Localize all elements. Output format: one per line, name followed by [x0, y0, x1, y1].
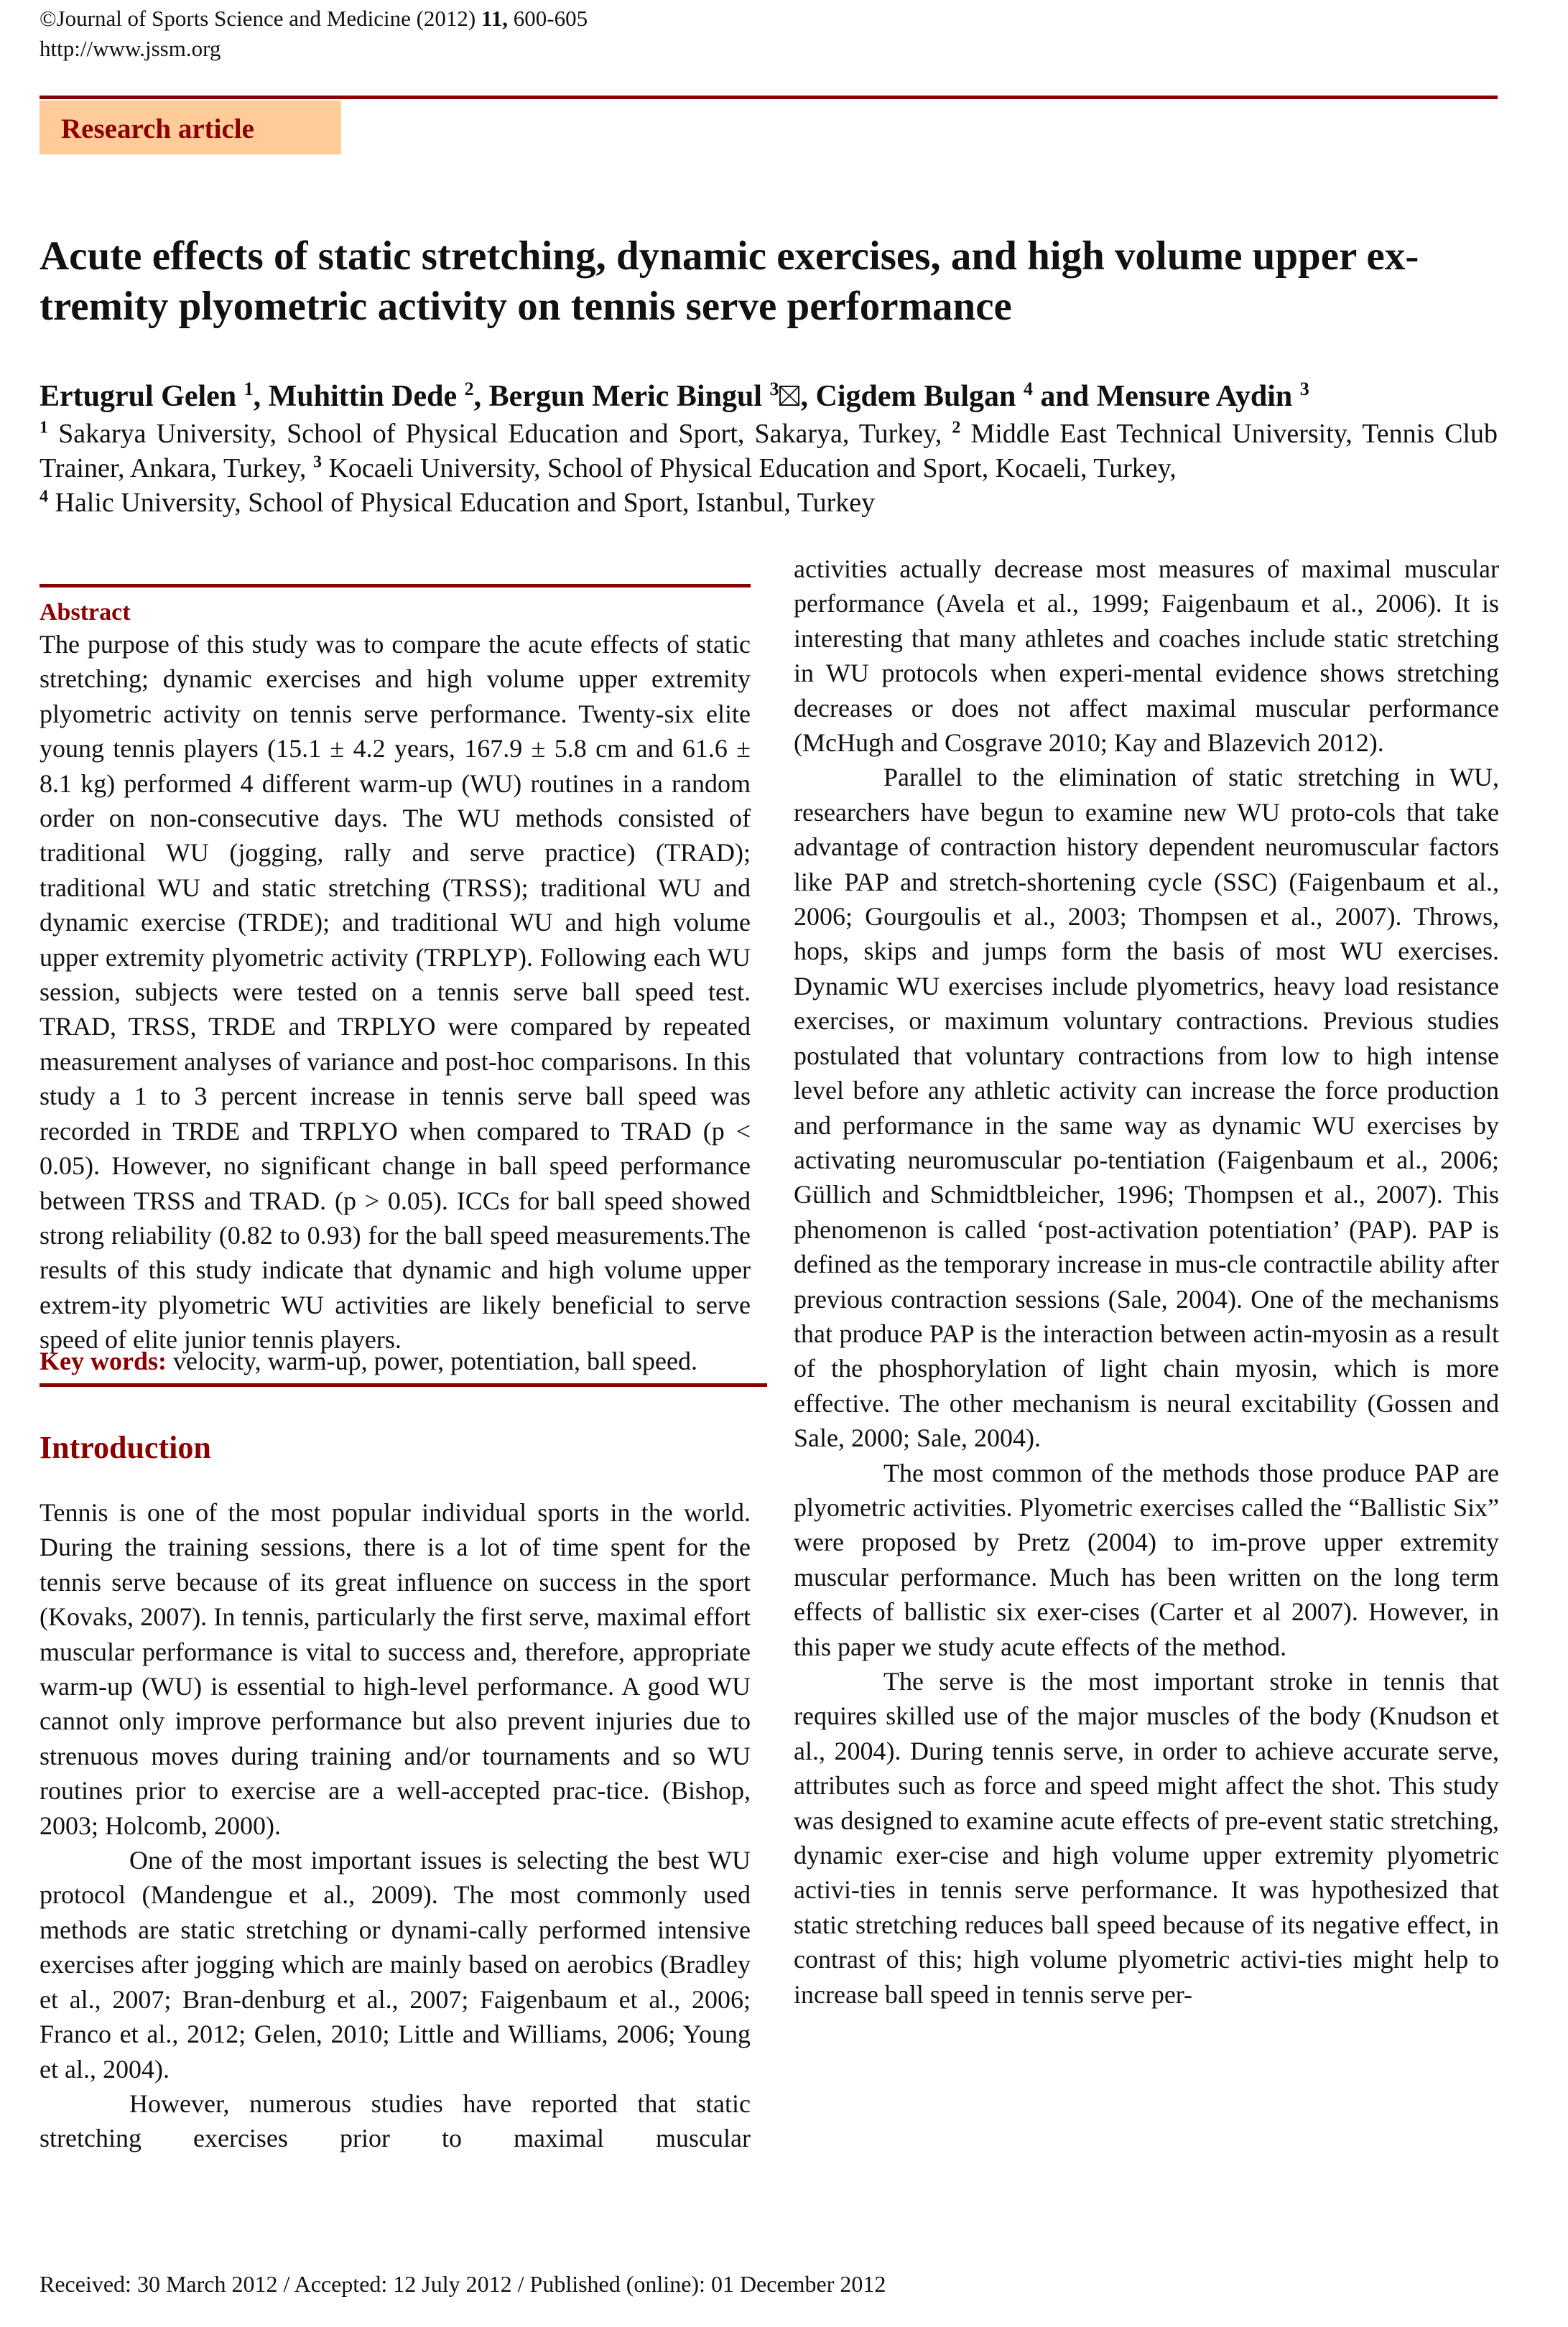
- journal-volume: 11,: [481, 6, 509, 31]
- paragraph: activities actually decrease most measures of maximal muscular performance (Avela et al., 1999; Faigenbaum et al., 2006). It is interesting that many athletes and coaches include static stretching in WU protocols when experi-mental evidence shows stretching decreases or does not affect maximal muscular performance (McHugh and Cosgrave 2010; Kay and Blazevich 2012).: [794, 554, 1499, 758]
- affiliation: Kocaeli University, School of Physical Education and Sport, Kocaeli, Turkey,: [321, 453, 1177, 483]
- author-affil-number: 3: [1299, 378, 1309, 399]
- author-name: Mensure Aydin: [1096, 380, 1293, 413]
- abstract-text: The purpose of this study was to compare the acute effects of static stretching; dynamic exercises and high volume upper extremity plyometric activity on tennis serve performance. Twenty-six elite young tennis players (15.1 ± 4.2 years, 167.9 ± 5.8 cm and 61.6 ± 8.1 kg) performed 4 different warm-up (WU) routines in a random order on non-consecutive days. The WU methods consisted of traditional WU (jogging, rally and serve practice) (TRAD); traditional WU and static stretching (TRSS); traditional WU and dynamic exercise (TRDE); and traditional WU and high volume upper extremity plyometric activity (TRPLYP). Following each WU session, subjects were tested on a tennis serve ball speed test. TRAD, TRSS, TRDE and TRPLYO were compared by repeated measurement analyses of variance and post-hoc comparisons. In this study a 1 to 3 percent increase in tennis serve ball speed was recorded in TRDE and TRPLYO when compared to TRAD (p < 0.05). However, no significant change in ball speed performance between TRSS and TRAD. (p > 0.05). ICCs for ball speed showed strong reliability (0.82 to 0.93) for the ball speed measurements.The results of this study indicate that dynamic and high volume upper extrem-ity plyometric WU activities are likely beneficial to serve speed of elite junior tennis players.: [40, 630, 751, 1355]
- keywords-label: Key words:: [40, 1347, 167, 1375]
- author-separator: ,: [800, 380, 816, 413]
- affiliation: Middle East Technical University, Tennis Club Trainer, Ankara, Turkey,: [40, 419, 1498, 483]
- introduction-left-column: [40, 1495, 751, 2156]
- author-affil-number: 3: [769, 378, 779, 399]
- affiliation: Halic University, School of Physical Education and Sport, Istanbul, Turkey: [48, 488, 876, 518]
- author-affil-number: 2: [464, 378, 474, 399]
- keywords-text: velocity, warm-up, power, potentiation, ball speed.: [166, 1347, 698, 1375]
- affil-number: 2: [952, 418, 961, 437]
- envelope-icon[interactable]: [779, 384, 800, 407]
- keywords: [40, 1345, 697, 1377]
- title-line: Acute effects of static stretching, dynamic exercises, and high volume upper ex-: [40, 233, 1419, 279]
- article-type-label: Research article: [61, 113, 254, 144]
- affil-number: 1: [40, 418, 48, 437]
- abstract-divider: [40, 584, 751, 587]
- paragraph: However, numerous studies have reported that static stretching exercises prior to maximal muscular: [40, 2089, 751, 2153]
- title-line: tremity plyometric activity on tennis serve performance: [40, 284, 1012, 329]
- header-divider: [40, 96, 1498, 99]
- paragraph: The serve is the most important stroke in tennis that requires skilled use of the major muscles of the body (Knudson et al., 2004). During tennis serve, in order to achieve accurate serve, attributes such as force and speed might affect the shot. This study was designed to examine acute effects of pre-event static stretching, dynamic exer-cise and high volume upper extremity plyometric activi-ties in tennis serve performance. It was hypothesized that static stretching reduces ball speed because of its negative effect, in contrast of this; high volume plyometric activi-ties might help to increase ball speed in tennis serve per-: [794, 1667, 1499, 2009]
- journal-url-link[interactable]: http://www.jssm.org: [40, 36, 221, 61]
- article-type-badge: [40, 101, 341, 154]
- paragraph: One of the most important issues is selecting the best WU protocol (Mandengue et al., 2009). The most commonly used methods are static stretching or dynami-cally performed intensive exercises after jogging which are mainly based on aerobics (Bradley et al., 2007; Bran-denburg et al., 2007; Faigenbaum et al., 2006; Franco et al., 2012; Gelen, 2010; Little and Williams, 2006; Young et al., 2004).: [40, 1846, 751, 2084]
- author-separator: and: [1032, 380, 1097, 413]
- affil-number: 4: [40, 487, 48, 506]
- author-affil-number: 4: [1023, 378, 1033, 399]
- journal-citation: [40, 4, 588, 33]
- paragraph: Parallel to the elimination of static stretching in WU, researchers have begun to examine new WU proto-cols that take advantage of contraction history dependent neuromuscular factors like PAP and stretch-shortening cycle (SSC) (Faigenbaum et al., 2006; Gourgoulis et al., 2003; Thompsen et al., 2007). Throws, hops, skips and jumps form the basis of most WU exercises. Dynamic WU exercises include plyometrics, heavy load resistance exercises, or maximum voluntary contractions. Previous studies postulated that voluntary contractions from low to high intense level before any athletic activity can increase the force production and performance in the same way as dynamic WU exercises by activating neuromuscular po-tentiation (Faigenbaum et al., 2006; Güllich and Schmidtbleicher, 1996; Thompsen et al., 2007). This phenomenon is called ‘post-activation potentiation’ (PAP). PAP is defined as the temporary increase in mus-cle contractile ability after previous contraction sessions (Sale, 2004). One of the mechanisms that produce PAP is the interaction between actin-myosin as a result of the phosphorylation of light chain myosin, which is more effective. The other mechanism is neural excitability (Gossen and Sale, 2000; Sale, 2004).: [794, 763, 1499, 1453]
- affiliation: Sakarya University, School of Physical Education and Sport, Sakarya, Turkey,: [48, 419, 952, 449]
- introduction-heading: Introduction: [40, 1430, 211, 1465]
- article-title: [40, 231, 1498, 332]
- abstract-heading: Abstract: [40, 599, 131, 626]
- author-separator: ,: [473, 380, 489, 413]
- abstract-body: [40, 627, 751, 1357]
- journal-pages: 600-605: [508, 6, 588, 31]
- author-affil-number: 1: [243, 378, 254, 399]
- author-separator: ,: [253, 380, 269, 413]
- affiliations: [40, 417, 1498, 520]
- author-name: Ertugrul Gelen: [40, 380, 237, 413]
- section-divider: [40, 1383, 767, 1387]
- journal-name: ©Journal of Sports Science and Medicine (2012): [40, 6, 481, 31]
- publication-dates: Received: 30 March 2012 / Accepted: 12 July 2012 / Published (online): 01 December 2012: [40, 2271, 886, 2297]
- paragraph: Tennis is one of the most popular individual sports in the world. During the training sessions, there is a lot of time spent for the tennis serve because of its great influence on success in the sport (Kovaks, 2007). In tennis, particularly the first serve, maximal effort muscular performance is vital to success and, therefore, appropriate warm-up (WU) is essential to high-level performance. A good WU cannot only improve performance but also prevent injuries due to strenuous moves during training and/or tournaments and so WU routines prior to exercise are a well-accepted prac-tice. (Bishop, 2003; Holcomb, 2000).: [40, 1498, 751, 1840]
- author-name: Cigdem Bulgan: [815, 380, 1016, 413]
- introduction-right-column: [794, 552, 1499, 2012]
- paragraph: The most common of the methods those produce PAP are plyometric activities. Plyometric exercises called the “Ballistic Six” were proposed by Pretz (2004) to im-prove upper extremity muscular performance. Much has been written on the long term effects of ballistic six exer-cises (Carter et al 2007). However, in this paper we study acute effects of the method.: [794, 1458, 1499, 1661]
- affil-number: 3: [312, 452, 322, 472]
- author-list: [40, 376, 1519, 417]
- author-name: Muhittin Dede: [268, 380, 458, 413]
- author-name: Bergun Meric Bingul: [488, 380, 762, 413]
